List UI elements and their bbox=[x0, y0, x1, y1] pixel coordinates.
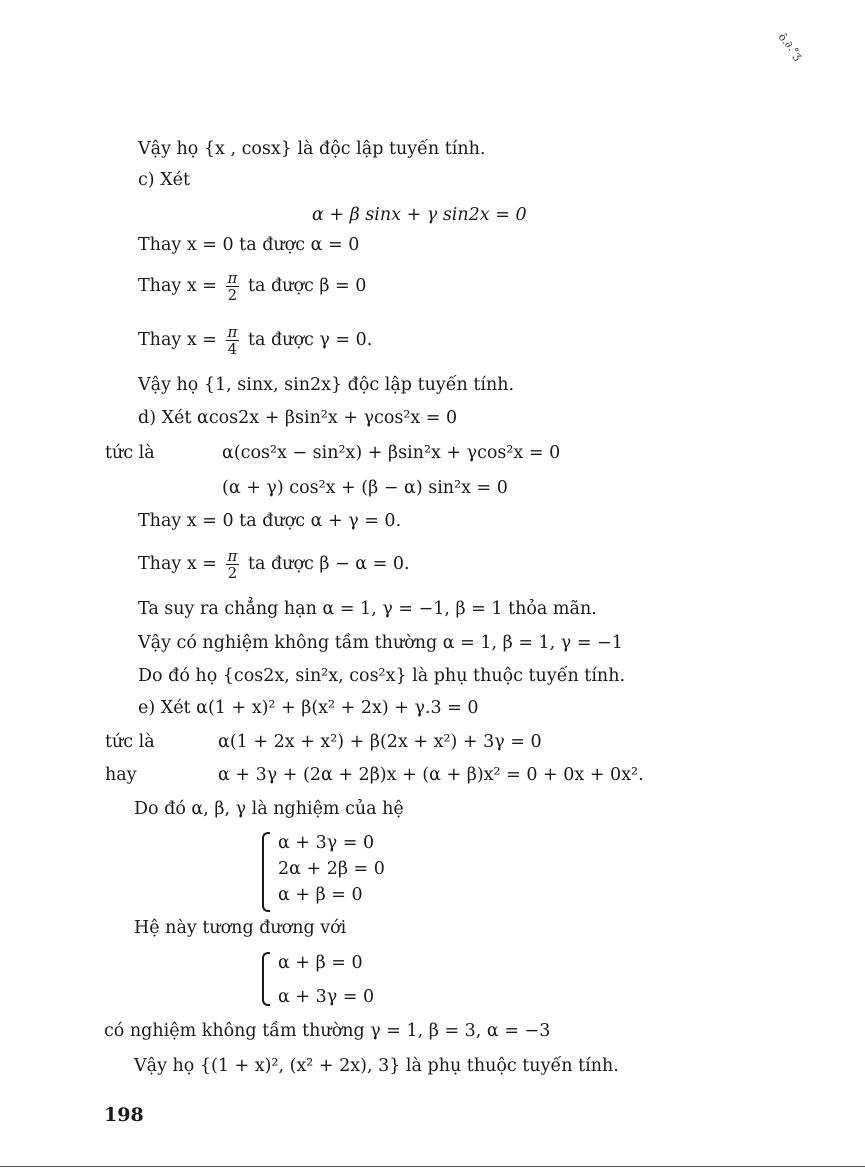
text-line-22: Vậy họ {(1 + x)², (x² + 2x), 3} là phụ thuộc tuyến tính. bbox=[134, 1056, 619, 1076]
text-line-7: Vậy họ {1, sinx, sin2x} độc lập tuyến tính. bbox=[138, 375, 515, 395]
system-eq-1: α + 3γ = 0 bbox=[278, 833, 375, 853]
fraction-numerator: π bbox=[227, 269, 238, 287]
equation-c: α + β sinx + γ sin2x = 0 bbox=[312, 205, 527, 225]
system-eq-5: α + 3γ = 0 bbox=[278, 987, 375, 1007]
text-line-16: e) Xét α(1 + x)² + β(x² + 2x) + γ.3 = 0 bbox=[138, 698, 479, 718]
system-eq-2: 2α + 2β = 0 bbox=[278, 859, 385, 879]
text-line-21: có nghiệm không tầm thường γ = 1, β = 3, α = −3 bbox=[104, 1021, 551, 1041]
text-line-6 bbox=[138, 324, 372, 357]
fraction-denominator: 2 bbox=[227, 286, 238, 304]
system-brace bbox=[262, 832, 270, 912]
text-line-9: α(cos²x − sin²x) + βsin²x + γcos²x = 0 bbox=[222, 443, 561, 463]
fraction-denominator: 4 bbox=[227, 340, 238, 358]
text-line-20: Hệ này tương đương với bbox=[134, 918, 347, 938]
text-line-14: Vậy có nghiệm không tầm thường α = 1, β = 1, γ = −1 bbox=[138, 633, 623, 653]
text-line-19: Do đó α, β, γ là nghiệm của hệ bbox=[134, 799, 404, 819]
fraction-pi-over-2 bbox=[226, 270, 240, 303]
text-line-17-label: tức là bbox=[105, 732, 155, 752]
text-line-11: Thay x = 0 ta được α + γ = 0. bbox=[138, 511, 402, 531]
corner-stamp: ô.∂.°ʒ bbox=[775, 30, 806, 63]
text-line-9-label: tức là bbox=[105, 443, 155, 463]
text-line-1: Vậy họ {x , cosx} là độc lập tuyến tính. bbox=[138, 139, 486, 159]
text-line-5-a: Thay x = bbox=[138, 276, 217, 296]
fraction-numerator: π bbox=[227, 323, 238, 341]
text-line-6-a: Thay x = bbox=[138, 330, 217, 350]
text-line-18: α + 3γ + (2α + 2β)x + (α + β)x² = 0 + 0x + 0x². bbox=[218, 765, 644, 785]
text-line-4: Thay x = 0 ta được α = 0 bbox=[138, 235, 360, 255]
text-line-6-b: ta được γ = 0. bbox=[247, 330, 373, 350]
text-line-18-label: hay bbox=[105, 765, 137, 785]
fraction-pi-over-2 bbox=[226, 548, 240, 581]
text-line-15: Do đó họ {cos2x, sin²x, cos²x} là phụ thuộc tuyến tính. bbox=[138, 666, 626, 686]
text-line-2: c) Xét bbox=[138, 170, 191, 190]
fraction-denominator: 2 bbox=[227, 564, 238, 582]
text-line-8: d) Xét αcos2x + βsin²x + γcos²x = 0 bbox=[138, 408, 458, 428]
text-line-13: Ta suy ra chẳng hạn α = 1, γ = −1, β = 1 thỏa mãn. bbox=[138, 599, 597, 619]
system-eq-3: α + β = 0 bbox=[278, 885, 363, 905]
page-number: 198 bbox=[104, 1104, 144, 1126]
system-eq-4: α + β = 0 bbox=[278, 953, 363, 973]
text-line-12-b: ta được β − α = 0. bbox=[247, 554, 410, 574]
text-line-5 bbox=[138, 270, 366, 303]
text-line-12 bbox=[138, 548, 410, 581]
system-brace-2 bbox=[262, 952, 270, 1006]
fraction-numerator: π bbox=[227, 547, 238, 565]
fraction-pi-over-4 bbox=[226, 324, 240, 357]
text-line-17: α(1 + 2x + x²) + β(2x + x²) + 3γ = 0 bbox=[218, 732, 542, 752]
text-line-12-a: Thay x = bbox=[138, 554, 217, 574]
bottom-rule bbox=[0, 1166, 865, 1167]
text-line-10: (α + γ) cos²x + (β − α) sin²x = 0 bbox=[222, 478, 508, 498]
text-line-5-b: ta được β = 0 bbox=[247, 276, 367, 296]
